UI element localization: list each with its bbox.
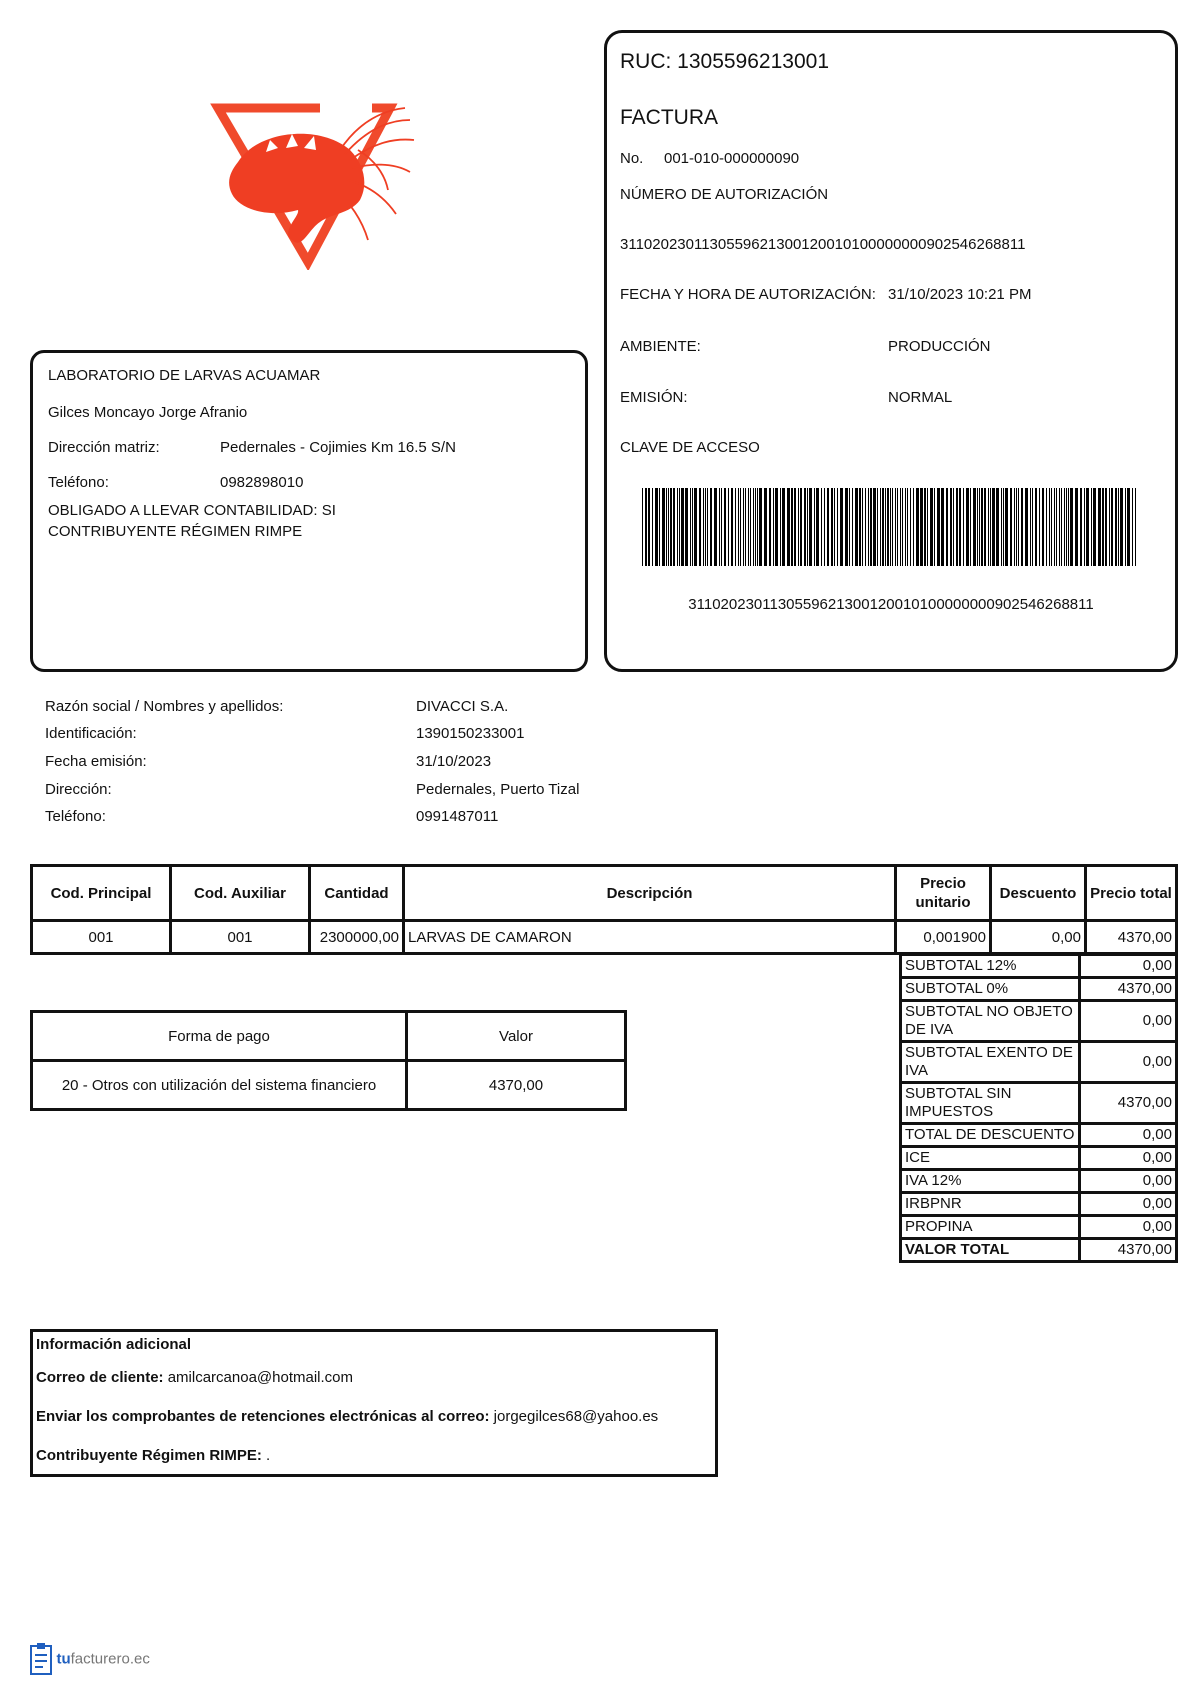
barcode-bar <box>1091 488 1092 566</box>
barcode-bar <box>753 488 754 566</box>
authorization-number: 3110202301130559621300120010100000000902546268811 <box>620 236 1026 253</box>
barcode-bar <box>750 488 751 566</box>
barcode-bar <box>743 488 744 566</box>
environment-label: AMBIENTE: <box>620 338 701 355</box>
barcode-bar <box>1111 488 1113 566</box>
customer-id-label: Identificación: <box>45 725 137 742</box>
totals-row <box>901 1170 1177 1193</box>
barcode-bar <box>703 488 704 566</box>
barcode-bar <box>990 488 991 566</box>
emission-label: EMISIÓN: <box>620 389 688 406</box>
invoice-number-label: No. <box>620 150 644 167</box>
total-value: 0,00 <box>1080 1001 1177 1042</box>
document-title: FACTURA <box>620 106 719 129</box>
barcode-bar <box>1135 488 1136 566</box>
barcode-bar <box>1010 488 1012 566</box>
barcode-bar <box>1105 488 1107 566</box>
barcode-bar <box>988 488 989 566</box>
barcode-bar <box>724 488 726 566</box>
barcode-bar <box>834 488 835 566</box>
total-value: 0,00 <box>1080 1193 1177 1216</box>
issuer-phone-label: Teléfono: <box>48 474 109 491</box>
total-label: IVA 12% <box>901 1170 1080 1193</box>
cell-descripcion: LARVAS DE CAMARON <box>404 921 896 954</box>
rimpe-line <box>36 1447 270 1464</box>
barcode-bar <box>821 488 822 566</box>
customer-phone: 0991487011 <box>416 808 499 825</box>
total-label: SUBTOTAL 0% <box>901 978 1080 1001</box>
total-label: TOTAL DE DESCUENTO <box>901 1124 1080 1147</box>
barcode-bar <box>981 488 983 566</box>
barcode-bar <box>1125 488 1126 566</box>
col-cantidad: Cantidad <box>310 866 404 921</box>
barcode-bar <box>1070 488 1073 566</box>
barcode-bar <box>885 488 886 566</box>
barcode-bar <box>882 488 884 566</box>
rimpe-value: . <box>266 1447 271 1464</box>
access-key-label: CLAVE DE ACCESO <box>620 439 760 456</box>
barcode-bar <box>655 488 658 566</box>
barcode-bar <box>937 488 940 566</box>
grand-total-value: 4370,00 <box>1080 1239 1177 1262</box>
barcode-bar <box>1093 488 1096 566</box>
barcode-bar <box>642 488 643 566</box>
col-precio-unitario: Precio unitario <box>896 866 991 921</box>
client-email-line <box>36 1369 353 1386</box>
total-value: 0,00 <box>1080 1042 1177 1083</box>
barcode-bar <box>859 488 861 566</box>
barcode-bar <box>868 488 869 566</box>
barcode-bar <box>927 488 928 566</box>
totals-row <box>901 1042 1177 1083</box>
barcode-bar <box>681 488 684 566</box>
access-key-text: 3110202301130559621300120010100000000902546268811 <box>688 596 1094 613</box>
barcode-bar <box>721 488 722 566</box>
barcode-bar <box>714 488 717 566</box>
barcode-bar <box>862 488 863 566</box>
barcode-bar <box>668 488 669 566</box>
barcode-bar <box>900 488 901 566</box>
customer-address-label: Dirección: <box>45 781 112 798</box>
col-precio-total: Precio total <box>1086 866 1177 921</box>
barcode-bar <box>956 488 958 566</box>
total-label: SUBTOTAL EXENTO DE IVA <box>901 1042 1080 1083</box>
issuer-phone: 0982898010 <box>220 474 304 491</box>
total-value: 4370,00 <box>1080 1083 1177 1124</box>
barcode-bar <box>845 488 848 566</box>
barcode-bar <box>679 488 680 566</box>
total-label: IRBPNR <box>901 1193 1080 1216</box>
barcode-bar <box>673 488 675 566</box>
barcode-bar <box>705 488 706 566</box>
barcode-bar <box>827 488 829 566</box>
barcode-bar <box>870 488 872 566</box>
barcode-bar <box>963 488 964 566</box>
barcode-bar <box>748 488 749 566</box>
col-descripcion: Descripción <box>404 866 896 921</box>
barcode-bar <box>659 488 660 566</box>
barcode-bar <box>1098 488 1101 566</box>
items-table <box>30 864 1178 955</box>
ruc-number: RUC: 1305596213001 <box>620 50 829 73</box>
grand-total-label: VALOR TOTAL <box>901 1239 1080 1262</box>
barcode-bar <box>677 488 678 566</box>
barcode-bar <box>757 488 758 566</box>
barcode-bar <box>740 488 741 566</box>
brand-rest: facturero.ec <box>70 1650 150 1668</box>
barcode-bar <box>984 488 986 566</box>
issuer-address: Pedernales - Cojimies Km 16.5 S/N <box>220 439 456 456</box>
barcode-bar <box>1068 488 1069 566</box>
totals-row <box>901 1216 1177 1239</box>
barcode-bar <box>800 488 802 566</box>
barcode-bar <box>1021 488 1023 566</box>
barcode-bar <box>809 488 812 566</box>
retention-email: jorgegilces68@yahoo.es <box>493 1408 659 1425</box>
barcode-bar <box>738 488 739 566</box>
barcode-bar <box>1120 488 1123 566</box>
barcode-bar <box>685 488 688 566</box>
barcode-bar <box>1059 488 1060 566</box>
barcode-bar <box>662 488 665 566</box>
barcode-bar <box>996 488 999 566</box>
barcode-bar <box>1054 488 1055 566</box>
customer-id: 1390150233001 <box>416 725 525 742</box>
barcode-bar <box>719 488 720 566</box>
customer-address: Pedernales, Puerto Tizal <box>416 781 580 798</box>
barcode-bar <box>814 488 815 566</box>
barcode-bar <box>645 488 647 566</box>
total-label: SUBTOTAL 12% <box>901 955 1080 978</box>
retention-email-line <box>36 1408 658 1425</box>
barcode-bar <box>924 488 926 566</box>
authorization-date: 31/10/2023 10:21 PM <box>888 286 1032 303</box>
cell-cod-principal: 001 <box>32 921 171 954</box>
barcode-bar <box>1005 488 1008 566</box>
barcode-bar <box>837 488 838 566</box>
barcode-bar <box>710 488 712 566</box>
barcode-bar <box>1003 488 1004 566</box>
client-email-label: Correo de cliente: <box>36 1369 164 1386</box>
total-value: 0,00 <box>1080 1216 1177 1239</box>
items-header-row <box>32 866 1177 921</box>
barcode-bar <box>745 488 746 566</box>
barcode-bar <box>970 488 971 566</box>
barcode-bar <box>707 488 708 566</box>
customer-name: DIVACCI S.A. <box>416 698 509 715</box>
issuer-owner: Gilces Moncayo Jorge Afranio <box>48 404 248 421</box>
total-label: SUBTOTAL NO OBJETO DE IVA <box>901 1001 1080 1042</box>
barcode-bar <box>934 488 935 566</box>
barcode-bar <box>764 488 767 566</box>
authorization-date-label: FECHA Y HORA DE AUTORIZACIÓN: <box>620 286 876 303</box>
barcode-bar <box>855 488 858 566</box>
barcode-bar <box>775 488 778 566</box>
payment-method-header: Forma de pago <box>32 1012 407 1061</box>
totals-row <box>901 1193 1177 1216</box>
total-label: SUBTOTAL SIN IMPUESTOS <box>901 1083 1080 1124</box>
barcode-bar <box>769 488 771 566</box>
barcode-bar <box>831 488 833 566</box>
barcode-bar <box>755 488 756 566</box>
barcode-bar <box>1064 488 1065 566</box>
barcode-bar <box>941 488 944 566</box>
customer-phone-label: Teléfono: <box>45 808 106 825</box>
barcode-bar <box>694 488 697 566</box>
barcode-bar <box>977 488 978 566</box>
barcode-bar <box>1018 488 1019 566</box>
barcode-bar <box>1014 488 1015 566</box>
barcode-bar <box>690 488 691 566</box>
barcode-bar <box>804 488 806 566</box>
totals-row <box>901 978 1177 1001</box>
barcode-bar <box>907 488 908 566</box>
barcode-bar <box>1084 488 1085 566</box>
barcode-bar <box>880 488 881 566</box>
table-row <box>32 1061 626 1110</box>
col-cod-principal: Cod. Principal <box>32 866 171 921</box>
issuer-name: LABORATORIO DE LARVAS ACUAMAR <box>48 367 321 384</box>
payment-table <box>30 1010 627 1111</box>
barcode-bar <box>892 488 893 566</box>
issue-date-label: Fecha emisión: <box>45 753 147 770</box>
totals-row <box>901 955 1177 978</box>
barcode-bar <box>1051 488 1052 566</box>
total-label: PROPINA <box>901 1216 1080 1239</box>
barcode-bar <box>1025 488 1028 566</box>
payment-value: 4370,00 <box>407 1061 626 1110</box>
barcode-bar <box>890 488 891 566</box>
barcode-bar <box>897 488 898 566</box>
barcode-bar <box>992 488 995 566</box>
barcode-bar <box>1016 488 1017 566</box>
barcode-bar <box>1042 488 1044 566</box>
barcode-bar <box>1035 488 1037 566</box>
barcode-bar <box>840 488 843 566</box>
barcode-bar <box>735 488 736 566</box>
barcode-bar <box>877 488 878 566</box>
barcode-bar <box>780 488 781 566</box>
barcode-bar <box>895 488 896 566</box>
total-value: 4370,00 <box>1080 978 1177 1001</box>
barcode-bar <box>973 488 976 566</box>
barcode-bar <box>648 488 650 566</box>
total-label: ICE <box>901 1147 1080 1170</box>
total-value: 0,00 <box>1080 955 1177 978</box>
barcode-bar <box>959 488 961 566</box>
totals-row <box>901 1147 1177 1170</box>
barcode-bar <box>652 488 653 566</box>
total-value: 0,00 <box>1080 1147 1177 1170</box>
barcode-bar <box>1102 488 1104 566</box>
authorization-label: NÚMERO DE AUTORIZACIÓN <box>620 186 829 203</box>
barcode-bar <box>692 488 693 566</box>
totals-table <box>899 953 1178 1263</box>
client-email: amilcarcanoa@hotmail.com <box>167 1369 353 1386</box>
barcode-bar <box>782 488 785 566</box>
barcode-bar <box>930 488 933 566</box>
barcode-bar <box>1080 488 1082 566</box>
barcode-bar <box>670 488 672 566</box>
barcode-bar <box>1056 488 1057 566</box>
invoice-number: 001-010-000000090 <box>664 150 800 167</box>
total-value: 0,00 <box>1080 1124 1177 1147</box>
barcode-bar <box>728 488 729 566</box>
document-icon <box>30 1643 52 1675</box>
cell-descuento: 0,00 <box>991 921 1086 954</box>
barcode-bar <box>824 488 825 566</box>
barcode-bar <box>791 488 793 566</box>
barcode-bar <box>794 488 796 566</box>
barcode-bar <box>759 488 762 566</box>
barcode-bar <box>1030 488 1031 566</box>
barcode-bar <box>1118 488 1119 566</box>
rimpe-label: Contribuyente Régimen RIMPE: <box>36 1447 262 1464</box>
col-cod-auxiliar: Cod. Auxiliar <box>171 866 310 921</box>
barcode-bar <box>1086 488 1089 566</box>
barcode-bar <box>913 488 914 566</box>
emission-value: NORMAL <box>888 389 953 406</box>
barcode-bar <box>1001 488 1002 566</box>
barcode-bar <box>1132 488 1133 566</box>
cell-cantidad: 2300000,00 <box>310 921 404 954</box>
barcode-bar <box>950 488 952 566</box>
barcode-bar <box>1032 488 1033 566</box>
issuer-regime: CONTRIBUYENTE RÉGIMEN RIMPE <box>48 523 303 540</box>
barcode-bar <box>966 488 969 566</box>
barcode-bar <box>887 488 889 566</box>
barcode-bar <box>731 488 733 566</box>
barcode-bar <box>979 488 980 566</box>
issue-date: 31/10/2023 <box>416 753 492 770</box>
barcode-bar <box>865 488 866 566</box>
barcode-bar <box>1046 488 1047 566</box>
barcode-bar <box>953 488 954 566</box>
payment-header-row <box>32 1012 626 1061</box>
barcode-bar <box>666 488 667 566</box>
company-logo <box>200 90 420 270</box>
barcode-bar <box>1127 488 1130 566</box>
payment-method: 20 - Otros con utilización del sistema financiero <box>32 1061 407 1110</box>
issuer-address-label: Dirección matriz: <box>48 439 160 456</box>
barcode-bar <box>1049 488 1050 566</box>
footer-brand <box>30 1643 150 1677</box>
barcode-bar <box>699 488 701 566</box>
barcode-bar <box>910 488 911 566</box>
barcode-bar <box>849 488 850 566</box>
totals-row <box>901 1124 1177 1147</box>
table-row <box>32 921 1177 954</box>
barcode-bar <box>1066 488 1067 566</box>
additional-info-title: Información adicional <box>36 1336 192 1353</box>
barcode-bar <box>1061 488 1062 566</box>
barcode-bar <box>902 488 903 566</box>
barcode-bar <box>773 488 774 566</box>
customer-name-label: Razón social / Nombres y apellidos: <box>45 698 284 715</box>
barcode-bar <box>1109 488 1110 566</box>
environment-value: PRODUCCIÓN <box>888 338 991 355</box>
access-key-barcode <box>642 488 1136 566</box>
barcode-bar <box>798 488 799 566</box>
barcode-bar <box>920 488 923 566</box>
totals-row <box>901 1083 1177 1124</box>
barcode-bar <box>816 488 819 566</box>
issuer-accounting: OBLIGADO A LLEVAR CONTABILIDAD: SI <box>48 502 336 519</box>
cell-cod-auxiliar: 001 <box>171 921 310 954</box>
barcode-bar <box>852 488 853 566</box>
retention-email-label: Enviar los comprobantes de retenciones electrónicas al correo: <box>36 1408 490 1425</box>
col-descuento: Descuento <box>991 866 1086 921</box>
barcode-bar <box>1075 488 1078 566</box>
barcode-bar <box>1115 488 1117 566</box>
cell-precio-total: 4370,00 <box>1086 921 1177 954</box>
cell-precio-unitario: 0,001900 <box>896 921 991 954</box>
barcode-bar <box>807 488 808 566</box>
brand-bold: tu <box>56 1650 71 1668</box>
barcode-bar <box>1039 488 1040 566</box>
totals-row <box>901 1001 1177 1042</box>
barcode-bar <box>873 488 876 566</box>
total-value: 0,00 <box>1080 1170 1177 1193</box>
barcode-bar <box>916 488 919 566</box>
barcode-bar <box>905 488 906 566</box>
barcode-bar <box>787 488 790 566</box>
barcode-bar <box>946 488 948 566</box>
totals-row-grand <box>901 1239 1177 1262</box>
payment-value-header: Valor <box>407 1012 626 1061</box>
